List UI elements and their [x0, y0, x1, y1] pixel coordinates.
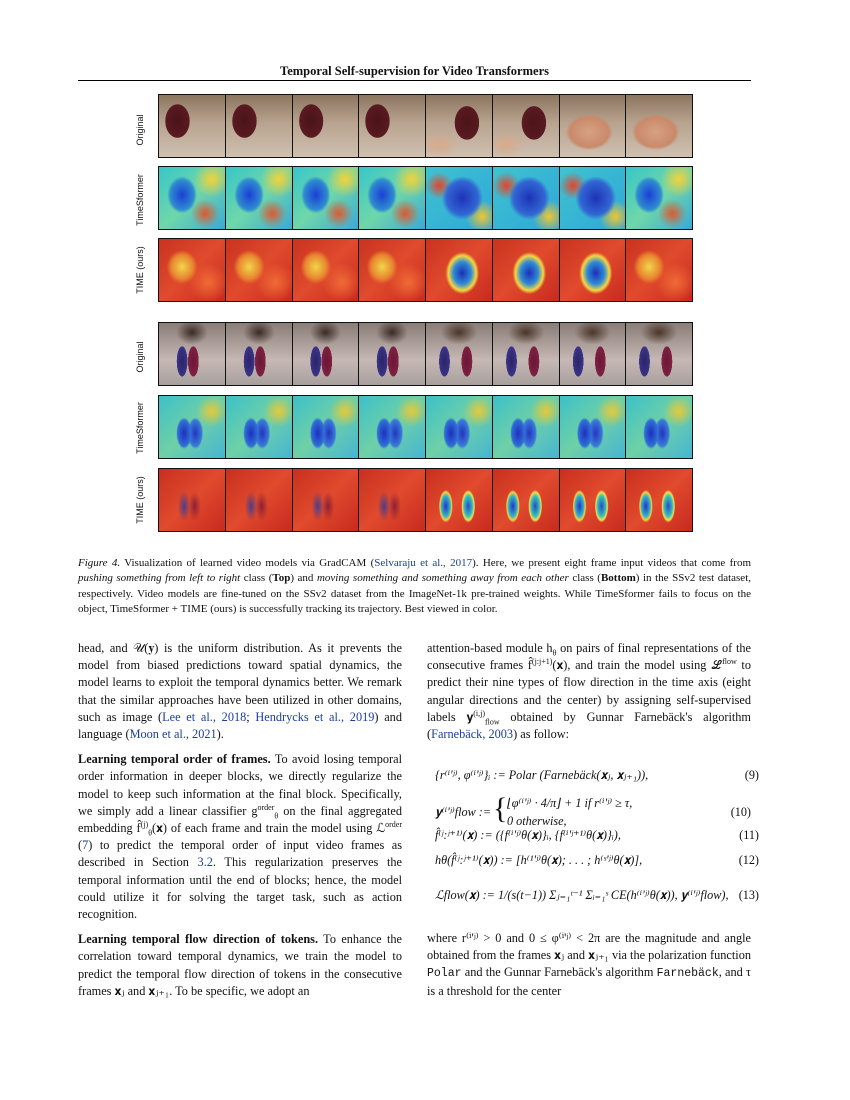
video-frame [493, 95, 560, 157]
right-column [427, 640, 751, 751]
row-label: Original [135, 341, 145, 373]
heatmap-frame [426, 239, 493, 301]
video-frame [560, 95, 627, 157]
heatmap-frame [226, 469, 293, 531]
heatmap-frame [560, 167, 627, 229]
video-strip-timesformer-bottom [158, 395, 693, 459]
heatmap-frame [293, 469, 360, 531]
video-frame [293, 323, 360, 385]
heatmap-frame [293, 167, 360, 229]
heatmap-frame [159, 239, 226, 301]
heatmap-frame [560, 396, 627, 458]
heatmap-frame [560, 469, 627, 531]
heatmap-frame [493, 396, 560, 458]
paragraph: Learning temporal order of frames. To avoid losing temporal order information in deeper blocks, we directly regularize the model to keep such information at the final block. Specifically, we simply add a linear classifier $g^{order}_\theta$ on the final aggregated embedding f̂$^{(j)}_\theta$(𝐱) of each frame and train the model using ℒ$^{order}$ (7) to predict the temporal order of input video frames as described in Section 3.2. This regularization preserves the temporal information until the end of blocks; hence, the model could utilize it for solving the target task, such as action recognition. [78, 752, 402, 922]
heatmap-frame [359, 167, 426, 229]
heatmap-frame [493, 167, 560, 229]
video-frame [426, 95, 493, 157]
video-frame [560, 323, 627, 385]
video-frame [359, 95, 426, 157]
heatmap-frame [626, 469, 692, 531]
heatmap-frame [159, 396, 226, 458]
video-frame [359, 323, 426, 385]
video-frame [293, 95, 360, 157]
video-strip-original-top [158, 94, 693, 158]
left-column [78, 640, 402, 1008]
equation-10: 𝐲⁽ⁱ'ʲ⁾flow := { ⌊φ⁽ⁱ'ʲ⁾ · 4/π⌋ + 1 if r⁽ⁱ'ʲ⁾ ≥ τ, 0 otherwise, (10) [435, 792, 751, 828]
heatmap-frame [159, 167, 226, 229]
heatmap-frame [493, 239, 560, 301]
video-strip-time-bottom [158, 468, 693, 532]
citation-link[interactable]: Selvaraju et al., 2017 [374, 557, 473, 569]
video-frame [493, 323, 560, 385]
row-label: Original [135, 114, 145, 146]
heatmap-frame [293, 396, 360, 458]
heatmap-frame [226, 167, 293, 229]
citation-link[interactable]: Farnebäck, 2003 [431, 727, 514, 742]
paragraph: Learning temporal flow direction of tokens. To enhance the correlation toward temporal dynamics, we train the model to predict the temporal flow direction of tokens in the consecutive frames 𝐱ⱼ and 𝐱ⱼ₊₁. To be specific, we adopt an [78, 932, 402, 998]
video-frame [159, 323, 226, 385]
equation-13: ℒflow(𝐱) := 1/(s(t−1)) Σⱼ₌₁ᵗ⁻¹ Σᵢ₌₁ˢ CE(h⁽ⁱ'ʲ⁾θ(𝐱)), 𝐲⁽ⁱ'ʲ⁾flow), (13) [435, 888, 759, 902]
heatmap-frame [359, 239, 426, 301]
heatmap-frame [426, 469, 493, 531]
figure-caption: Figure 4. Visualization of learned video models via GradCAM (Selvaraju et al., 2017). Here, we present eight frame input videos that come from pushing something from left to right class (Top) and moving something and something away from each other class (Bottom) in the SSv2 test dataset, respectively. Video models are fine-tuned on the SSv2 dataset from the ImageNet-1k pre-trained weights. While TimeSformer fails to focus on the object, TimeSformer + TIME (ours) is successfully tracking its trajectory. Best viewed in color. [78, 557, 752, 615]
paragraph: head, and 𝒰(𝐲) is the uniform distribution. As it prevents the model from biased predictions toward spatial dynamics, the model learns to exploit the temporal dynamics better. We remark that the similar approaches have been utilized in other domains, such as image (Lee et al., 2018; Hendrycks et al., 2019) and language (Moon et al., 2021). [78, 641, 402, 742]
row-label: TIME (ours) [135, 476, 145, 524]
equation-12: hθ(f̂⁽ʲ:ʲ⁺¹⁾(𝐱)) := [h⁽¹'ʲ⁾θ(𝐱); . . . ; h⁽ˢ'ʲ⁾θ(𝐱)], (12) [435, 853, 759, 867]
row-label: TimeSformer [135, 402, 145, 454]
row-label: TIME (ours) [135, 246, 145, 294]
video-strip-original-bottom [158, 322, 693, 386]
video-frame [626, 95, 692, 157]
heatmap-frame [359, 469, 426, 531]
video-frame [226, 323, 293, 385]
heatmap-frame [293, 239, 360, 301]
header-rule [78, 80, 751, 81]
video-frame [426, 323, 493, 385]
heatmap-frame [426, 396, 493, 458]
heatmap-frame [493, 469, 560, 531]
video-frame [626, 323, 692, 385]
right-column-continued [427, 930, 751, 1008]
video-strip-timesformer-top [158, 166, 693, 230]
heatmap-frame [626, 239, 692, 301]
video-frame [226, 95, 293, 157]
citation-link[interactable]: Moon et al., 2021 [129, 727, 217, 742]
video-strip-time-top [158, 238, 693, 302]
paragraph-heading: Learning temporal order of frames. [78, 752, 271, 767]
heatmap-frame [626, 167, 692, 229]
equation-9: {r⁽ⁱ'ʲ⁾, φ⁽ⁱ'ʲ⁾}ᵢ := Polar (Farnebäck(𝐱ⱼ, 𝐱ⱼ₊₁)), (9) [435, 768, 759, 782]
paragraph: attention-based module $h_\theta$ on pairs of final representations of the consecutive frames f̂$^{(j:j+1)}$(𝐱), and train the model using ℒ$^{flow}$ to predict their nine types of flow direction in the time axis (eight angular directions and the center) by assigning self-supervised labels 𝐲$^{(i,j)}_{flow}$ obtained by Gunnar Farnebäck's algorithm (Farnebäck, 2003) as follow: [427, 641, 751, 742]
equation-11: f̂⁽ʲ:ʲ⁺¹⁾(𝐱) := ({f⁽ⁱ'ʲ⁾θ(𝐱)}ᵢ, {f⁽ⁱ'ʲ⁺¹⁾θ(𝐱)}ᵢ), (11) [435, 828, 759, 842]
heatmap-frame [626, 396, 692, 458]
heatmap-frame [426, 167, 493, 229]
equation-ref-link[interactable]: 7 [82, 838, 89, 853]
heatmap-frame [226, 239, 293, 301]
heatmap-frame [359, 396, 426, 458]
citation-link[interactable]: Hendrycks et al., 2019 [255, 709, 375, 724]
video-frame [159, 95, 226, 157]
heatmap-frame [159, 469, 226, 531]
row-label: TimeSformer [135, 174, 145, 226]
paragraph-heading: Learning temporal flow direction of tokens. [78, 932, 319, 947]
citation-link[interactable]: Lee et al., 2018 [162, 709, 247, 724]
heatmap-frame [560, 239, 627, 301]
heatmap-frame [226, 396, 293, 458]
running-header: Temporal Self-supervision for Video Transformers [280, 64, 549, 78]
paragraph: where r⁽ⁱ'ʲ⁾ > 0 and 0 ≤ φ⁽ⁱ'ʲ⁾ < 2π are the magnitude and angle obtained from the frames 𝐱ⱼ and 𝐱ⱼ₊₁ via the polarization function Polar and the Gunnar Farnebäck's algorithm Farnebäck, and τ is a threshold for the center [427, 931, 751, 998]
section-ref-link[interactable]: 3.2 [197, 855, 213, 870]
